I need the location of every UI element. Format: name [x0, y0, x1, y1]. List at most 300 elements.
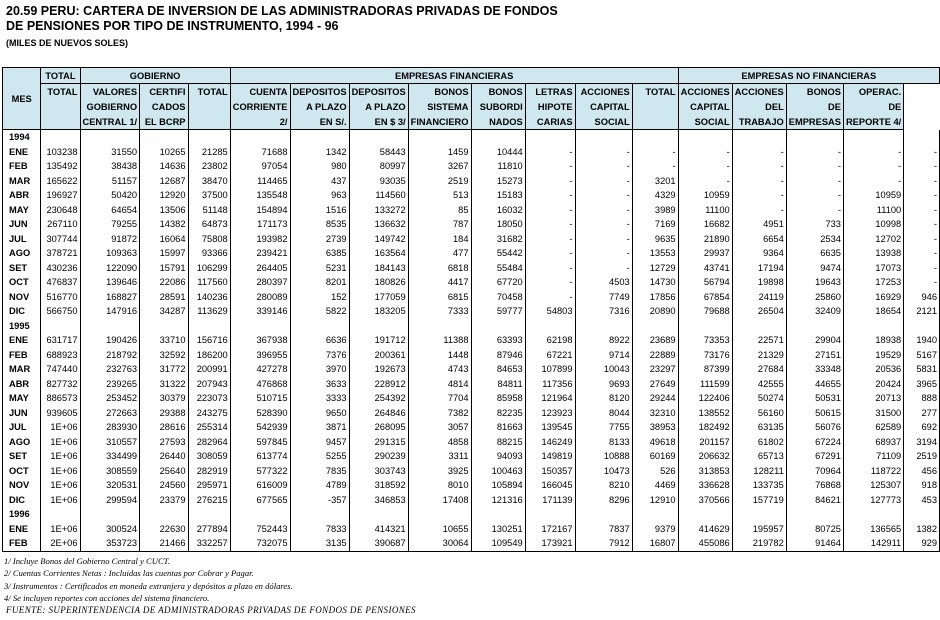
- table-cell: 11100: [678, 203, 732, 218]
- table-cell: 22571: [732, 333, 786, 348]
- footnotes: [4, 555, 293, 604]
- empty-cell: [904, 507, 940, 522]
- year-row: [3, 507, 940, 522]
- table-cell: 219782: [732, 536, 786, 551]
- table-cell: 18654: [843, 304, 903, 319]
- empty-cell: [575, 507, 632, 522]
- table-cell: 30064: [408, 536, 471, 551]
- table-cell: 79688: [678, 304, 732, 319]
- column-header: EMPRESAS: [786, 114, 843, 130]
- table-cell: 18050: [471, 217, 525, 232]
- table-cell: 171139: [525, 493, 575, 508]
- table-cell: 526: [632, 464, 678, 479]
- table-cell: 14730: [632, 275, 678, 290]
- table-cell: 3135: [290, 536, 349, 551]
- table-row: [3, 377, 940, 392]
- table-cell: 7912: [575, 536, 632, 551]
- table-cell: 334499: [80, 449, 140, 464]
- column-header: TOTAL: [41, 84, 80, 100]
- table-cell: 353723: [80, 536, 140, 551]
- table-cell: 320531: [80, 478, 140, 493]
- table-cell: 156716: [188, 333, 230, 348]
- table-cell: -: [575, 246, 632, 261]
- table-cell: 21329: [732, 348, 786, 363]
- table-cell: 75808: [188, 232, 230, 247]
- month-label: OCT: [3, 464, 41, 479]
- column-header: LETRAS: [525, 84, 575, 100]
- table-cell: 20890: [632, 304, 678, 319]
- table-cell: 3194: [904, 435, 940, 450]
- table-cell: 51148: [188, 203, 230, 218]
- table-cell: 173921: [525, 536, 575, 551]
- table-cell: 67854: [678, 290, 732, 305]
- table-cell: 228912: [349, 377, 408, 392]
- table-cell: -: [678, 159, 732, 174]
- table-cell: 963: [290, 188, 349, 203]
- table-cell: 49618: [632, 435, 678, 450]
- table-cell: 1459: [408, 145, 471, 160]
- table-cell: 21285: [188, 145, 230, 160]
- table-cell: 152: [290, 290, 349, 305]
- table-cell: 10043: [575, 362, 632, 377]
- table-cell: 138552: [678, 406, 732, 421]
- column-header: SOCIAL: [575, 114, 632, 130]
- table-cell: 15273: [471, 174, 525, 189]
- table-cell: 33348: [786, 362, 843, 377]
- table-cell: 63393: [471, 333, 525, 348]
- table-cell: 455086: [678, 536, 732, 551]
- header-row-2: [3, 84, 940, 100]
- table-cell: 307744: [41, 232, 80, 247]
- year-label: 1996: [3, 507, 41, 522]
- table-cell: 105894: [471, 478, 525, 493]
- table-cell: 73176: [678, 348, 732, 363]
- table-cell: 12687: [140, 174, 188, 189]
- table-cell: 117560: [188, 275, 230, 290]
- table-cell: 22630: [140, 522, 188, 537]
- column-header: DEL: [732, 99, 786, 114]
- table-cell: 9693: [575, 377, 632, 392]
- table-row: [3, 261, 940, 276]
- table-cell: 9364: [732, 246, 786, 261]
- column-header: [41, 114, 80, 130]
- table-cell: 1E+06: [41, 478, 80, 493]
- table-cell: 1516: [290, 203, 349, 218]
- table-cell: 11100: [843, 203, 903, 218]
- table-cell: 147916: [80, 304, 140, 319]
- year-row: [3, 130, 940, 145]
- table-cell: 5831: [904, 362, 940, 377]
- table-cell: 15997: [140, 246, 188, 261]
- column-header: BONOS: [786, 84, 843, 100]
- table-cell: 79255: [80, 217, 140, 232]
- column-header: CARIAS: [525, 114, 575, 130]
- table-cell: 150357: [525, 464, 575, 479]
- table-cell: 3057: [408, 420, 471, 435]
- table-cell: 370566: [678, 493, 732, 508]
- month-label: MAY: [3, 391, 41, 406]
- table-cell: 56160: [732, 406, 786, 421]
- table-cell: -: [525, 290, 575, 305]
- table-cell: 22889: [632, 348, 678, 363]
- empty-cell: [575, 319, 632, 334]
- table-cell: -: [904, 232, 940, 247]
- table-cell: 27684: [732, 362, 786, 377]
- header-total: TOTAL: [41, 68, 80, 84]
- table-cell: 114465: [230, 174, 290, 189]
- table-cell: 733: [786, 217, 843, 232]
- month-label: FEB: [3, 536, 41, 551]
- table-cell: 59777: [471, 304, 525, 319]
- table-cell: 888: [904, 391, 940, 406]
- empty-cell: [408, 319, 471, 334]
- table-cell: 182492: [678, 420, 732, 435]
- year-label: 1995: [3, 319, 41, 334]
- table-cell: 94093: [471, 449, 525, 464]
- empty-cell: [41, 319, 80, 334]
- table-cell: 67291: [786, 449, 843, 464]
- table-cell: 31322: [140, 377, 188, 392]
- table-cell: -: [904, 275, 940, 290]
- empty-cell: [732, 319, 786, 334]
- table-cell: 5255: [290, 449, 349, 464]
- table-cell: 732075: [230, 536, 290, 551]
- table-cell: 10473: [575, 464, 632, 479]
- table-cell: 27593: [140, 435, 188, 450]
- column-header: SOCIAL: [678, 114, 732, 130]
- empty-cell: [732, 130, 786, 145]
- table-row: [3, 232, 940, 247]
- table-cell: 50615: [786, 406, 843, 421]
- empty-cell: [408, 507, 471, 522]
- table-cell: -: [904, 188, 940, 203]
- table-cell: 19529: [843, 348, 903, 363]
- table-row: [3, 304, 940, 319]
- footnote-1: 1/ Incluye Bonos del Gobierno Central y CUCT.: [4, 556, 170, 566]
- table-cell: 631717: [41, 333, 80, 348]
- month-label: JUN: [3, 406, 41, 421]
- table-cell: 16032: [471, 203, 525, 218]
- table-cell: 10959: [843, 188, 903, 203]
- table-cell: 62198: [525, 333, 575, 348]
- table-cell: -: [732, 145, 786, 160]
- table-cell: 277: [904, 406, 940, 421]
- column-header: [632, 114, 678, 130]
- table-cell: 130251: [471, 522, 525, 537]
- table-cell: 177059: [349, 290, 408, 305]
- table-cell: 117356: [525, 377, 575, 392]
- table-cell: 70964: [786, 464, 843, 479]
- table-cell: 114560: [349, 188, 408, 203]
- year-label: 1994: [3, 130, 41, 145]
- table-cell: 253452: [80, 391, 140, 406]
- month-label: SET: [3, 449, 41, 464]
- table-cell: -: [678, 145, 732, 160]
- table-cell: 149742: [349, 232, 408, 247]
- table-cell: 12920: [140, 188, 188, 203]
- table-cell: 2519: [408, 174, 471, 189]
- table-cell: 34287: [140, 304, 188, 319]
- table-cell: -: [904, 174, 940, 189]
- table-cell: 93366: [188, 246, 230, 261]
- page-title: [6, 4, 558, 34]
- empty-cell: [188, 130, 230, 145]
- table-cell: -: [575, 203, 632, 218]
- table-cell: 243275: [188, 406, 230, 421]
- table-cell: 67221: [525, 348, 575, 363]
- table-cell: 50531: [786, 391, 843, 406]
- table-cell: 136632: [349, 217, 408, 232]
- table-cell: -: [632, 159, 678, 174]
- table-cell: 3925: [408, 464, 471, 479]
- empty-cell: [408, 130, 471, 145]
- table-cell: 12910: [632, 493, 678, 508]
- empty-cell: [786, 130, 843, 145]
- table-cell: 84653: [471, 362, 525, 377]
- column-header: 2/: [230, 114, 290, 130]
- table-cell: 122406: [678, 391, 732, 406]
- table-cell: 17856: [632, 290, 678, 305]
- table-cell: 939605: [41, 406, 80, 421]
- table-cell: 136565: [843, 522, 903, 537]
- table-cell: 4417: [408, 275, 471, 290]
- table-cell: 1E+06: [41, 449, 80, 464]
- table-cell: -: [575, 159, 632, 174]
- month-label: ENE: [3, 333, 41, 348]
- empty-cell: [843, 319, 903, 334]
- table-cell: 76868: [786, 478, 843, 493]
- column-header: [188, 114, 230, 130]
- table-cell: 396955: [230, 348, 290, 363]
- table-cell: -357: [290, 493, 349, 508]
- empty-cell: [80, 319, 140, 334]
- table-cell: 17253: [843, 275, 903, 290]
- month-label: AGO: [3, 435, 41, 450]
- table-cell: 9650: [290, 406, 349, 421]
- empty-cell: [471, 319, 525, 334]
- table-cell: 10265: [140, 145, 188, 160]
- table-cell: 37500: [188, 188, 230, 203]
- table-cell: -: [904, 159, 940, 174]
- empty-cell: [786, 319, 843, 334]
- table-cell: 264846: [349, 406, 408, 421]
- table-cell: 295971: [188, 478, 230, 493]
- table-cell: 8133: [575, 435, 632, 450]
- table-cell: 163564: [349, 246, 408, 261]
- empty-cell: [678, 130, 732, 145]
- footnote-3: 3/ Instrumentos : Certificados en moneda extranjera y depósitos a plazo en dólares.: [4, 580, 293, 591]
- empty-cell: [904, 130, 940, 145]
- table-body: [3, 130, 940, 552]
- table-cell: 22086: [140, 275, 188, 290]
- table-cell: 127773: [843, 493, 903, 508]
- table-row: [3, 420, 940, 435]
- table-cell: 61802: [732, 435, 786, 450]
- table-cell: 65713: [732, 449, 786, 464]
- table-cell: 752443: [230, 522, 290, 537]
- table-cell: 190426: [80, 333, 140, 348]
- column-header: BONOS: [471, 84, 525, 100]
- table-cell: 31550: [80, 145, 140, 160]
- table-cell: 616009: [230, 478, 290, 493]
- column-header: BONOS: [408, 84, 471, 100]
- table-cell: 63135: [732, 420, 786, 435]
- table-cell: 11810: [471, 159, 525, 174]
- table-cell: 3989: [632, 203, 678, 218]
- month-label: JUL: [3, 232, 41, 247]
- month-label: MAR: [3, 362, 41, 377]
- table-cell: 125307: [843, 478, 903, 493]
- table-cell: 20536: [843, 362, 903, 377]
- month-label: DIC: [3, 304, 41, 319]
- table-row: [3, 275, 940, 290]
- table-cell: 157719: [732, 493, 786, 508]
- table-cell: 19898: [732, 275, 786, 290]
- table-cell: 453: [904, 493, 940, 508]
- empty-cell: [632, 130, 678, 145]
- table-cell: 16929: [843, 290, 903, 305]
- table-cell: 290239: [349, 449, 408, 464]
- table-cell: 135492: [41, 159, 80, 174]
- month-label: FEB: [3, 348, 41, 363]
- month-label: SET: [3, 261, 41, 276]
- table-cell: 10444: [471, 145, 525, 160]
- header-mes: MES: [3, 68, 41, 130]
- column-header: DE: [786, 99, 843, 114]
- column-header: ACCIONES: [575, 84, 632, 100]
- empty-cell: [904, 319, 940, 334]
- table-cell: 1E+06: [41, 435, 80, 450]
- table-cell: 201157: [678, 435, 732, 450]
- table-cell: 430236: [41, 261, 80, 276]
- table-row: [3, 348, 940, 363]
- table-cell: 20424: [843, 377, 903, 392]
- table-cell: 133735: [732, 478, 786, 493]
- table-cell: 165622: [41, 174, 80, 189]
- table-cell: 3871: [290, 420, 349, 435]
- empty-cell: [632, 507, 678, 522]
- table-cell: 200991: [188, 362, 230, 377]
- table-cell: 55484: [471, 261, 525, 276]
- column-header: CENTRAL 1/: [80, 114, 140, 130]
- table-cell: 747440: [41, 362, 80, 377]
- empty-cell: [188, 319, 230, 334]
- table-cell: 135548: [230, 188, 290, 203]
- column-header: TOTAL: [188, 84, 230, 100]
- table-cell: 4789: [290, 478, 349, 493]
- table-cell: 6815: [408, 290, 471, 305]
- table-cell: 23297: [632, 362, 678, 377]
- table-cell: 7833: [290, 522, 349, 537]
- table-cell: 81663: [471, 420, 525, 435]
- table-cell: 336628: [678, 478, 732, 493]
- table-cell: -: [904, 217, 940, 232]
- table-cell: 367938: [230, 333, 290, 348]
- column-header: REPORTE 4/: [843, 114, 903, 130]
- column-header: [188, 99, 230, 114]
- table-cell: -: [525, 188, 575, 203]
- table-cell: 7169: [632, 217, 678, 232]
- table-cell: 267110: [41, 217, 80, 232]
- empty-cell: [230, 130, 290, 145]
- header-empresas-no-financieras: EMPRESAS NO FINANCIERAS: [678, 68, 939, 84]
- table-cell: 7316: [575, 304, 632, 319]
- table-cell: -: [904, 261, 940, 276]
- table-cell: -: [786, 174, 843, 189]
- table-cell: 13938: [843, 246, 903, 261]
- table-cell: 10998: [843, 217, 903, 232]
- table-cell: 84811: [471, 377, 525, 392]
- table-cell: 254392: [349, 391, 408, 406]
- table-cell: 31500: [843, 406, 903, 421]
- table-row: [3, 493, 940, 508]
- table-cell: 339146: [230, 304, 290, 319]
- table-cell: 29388: [140, 406, 188, 421]
- table-cell: 17408: [408, 493, 471, 508]
- table-cell: 13506: [140, 203, 188, 218]
- empty-cell: [140, 507, 188, 522]
- table-cell: 97054: [230, 159, 290, 174]
- header-row-3: [3, 99, 940, 114]
- table-cell: 54803: [525, 304, 575, 319]
- column-header: CAPITAL: [575, 99, 632, 114]
- month-label: MAR: [3, 174, 41, 189]
- table-cell: 186200: [188, 348, 230, 363]
- table-cell: 31772: [140, 362, 188, 377]
- table-cell: 299594: [80, 493, 140, 508]
- month-label: JUN: [3, 217, 41, 232]
- table-cell: 14382: [140, 217, 188, 232]
- table-cell: 4469: [632, 478, 678, 493]
- table-row: [3, 478, 940, 493]
- table-cell: 2534: [786, 232, 843, 247]
- table-cell: 195957: [732, 522, 786, 537]
- table-cell: 15183: [471, 188, 525, 203]
- table-cell: 71688: [230, 145, 290, 160]
- title-line-1: 20.59 PERU: CARTERA DE INVERSION DE LAS ADMINISTRADORAS PRIVADAS DE FONDOS: [6, 4, 558, 18]
- table-cell: 31682: [471, 232, 525, 247]
- empty-cell: [471, 130, 525, 145]
- table-cell: 516770: [41, 290, 80, 305]
- table-cell: 313853: [678, 464, 732, 479]
- table-cell: 51157: [80, 174, 140, 189]
- column-header: CADOS: [140, 99, 188, 114]
- table-cell: 946: [904, 290, 940, 305]
- empty-cell: [230, 507, 290, 522]
- table-cell: 146249: [525, 435, 575, 450]
- table-cell: 4951: [732, 217, 786, 232]
- table-cell: 2739: [290, 232, 349, 247]
- table-row: [3, 217, 940, 232]
- table-cell: 218792: [80, 348, 140, 363]
- table-cell: 7835: [290, 464, 349, 479]
- table-cell: -: [575, 145, 632, 160]
- table-cell: 1E+06: [41, 464, 80, 479]
- month-label: NOV: [3, 478, 41, 493]
- table-cell: 68937: [843, 435, 903, 450]
- table-cell: -: [525, 203, 575, 218]
- table-cell: 85958: [471, 391, 525, 406]
- column-header: ACCIONES: [732, 84, 786, 100]
- table-row: [3, 522, 940, 537]
- column-header: EL BCRP: [140, 114, 188, 130]
- table-cell: 25640: [140, 464, 188, 479]
- table-cell: 7749: [575, 290, 632, 305]
- table-cell: 23689: [632, 333, 678, 348]
- empty-cell: [41, 507, 80, 522]
- column-header: ACCIONES: [678, 84, 732, 100]
- table-cell: 303743: [349, 464, 408, 479]
